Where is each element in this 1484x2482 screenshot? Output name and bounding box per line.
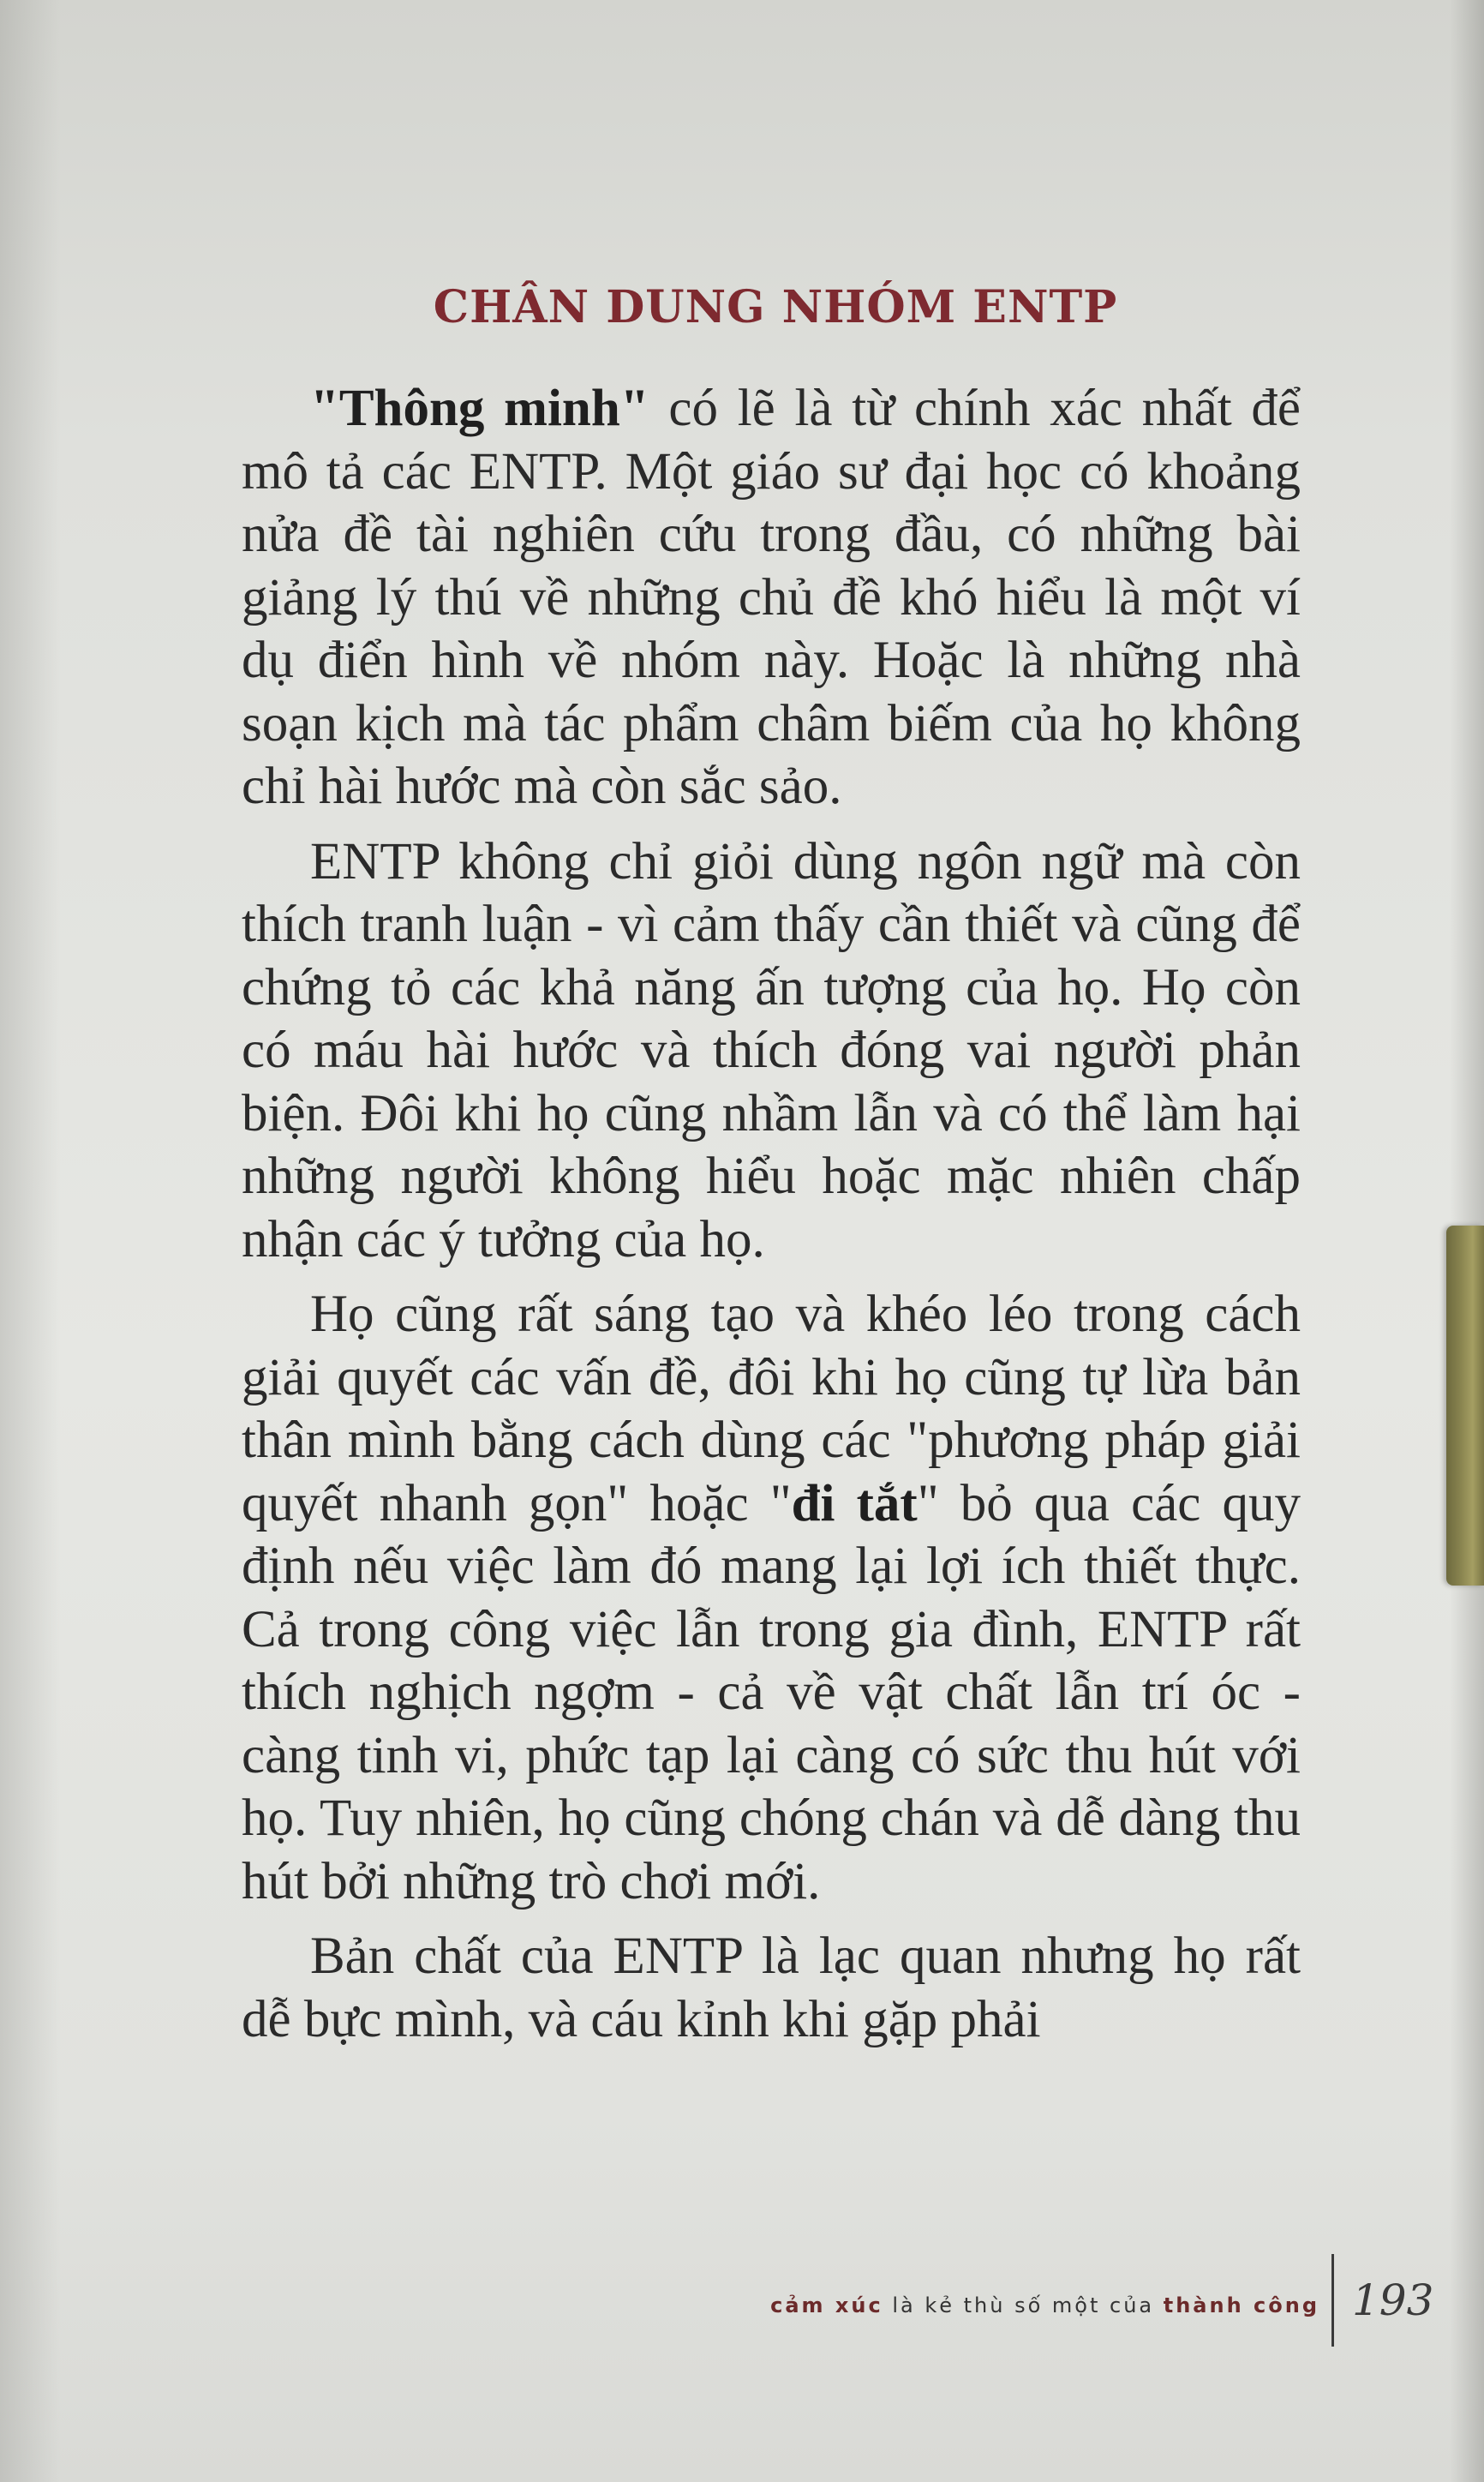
running-footer xyxy=(651,2293,1319,2317)
paragraph-1-lead: "Thông minh" xyxy=(310,380,649,437)
paragraph-1 xyxy=(242,377,1301,818)
body-text xyxy=(242,377,1301,2063)
chapter-title: CHÂN DUNG NHÓM ENTP xyxy=(433,281,1118,333)
paragraph-3-text-b: " bỏ qua các quy định nếu việc làm đó mang lại lợi ích thiết thực. Cả trong công việc lẫn trong gia đình, ENTP rất thích nghịch ngợm - cả về vật chất lẫn trí óc - càng tinh vi, phức tạp lại càng có sức thu hút với họ. Tuy nhiên, họ cũng chóng chán và dễ dàng thu hút bởi những trò chơi mới. xyxy=(242,1474,1301,1910)
footer-word-1: cảm xúc xyxy=(770,2293,883,2317)
footer-word-2: thành công xyxy=(1163,2293,1319,2317)
bookmark-tab xyxy=(1446,1226,1484,1586)
paragraph-2: ENTP không chỉ giỏi dùng ngôn ngữ mà còn thích tranh luận - vì cảm thấy cần thiết và cũng để chứng tỏ các khả năng ấn tượng của họ. Họ còn có máu hài hước và thích đóng vai người phản biện. Đôi khi họ cũng nhầm lẫn và có thể làm hại những người không hiểu hoặc mặc nhiên chấp nhận các ý tưởng của họ. xyxy=(242,832,1301,1268)
footer-middle: là kẻ thù số một của xyxy=(883,2293,1164,2317)
paragraph-3 xyxy=(242,1283,1301,1913)
page-number: 193 xyxy=(1352,2275,1434,2325)
footer-divider xyxy=(1331,2254,1334,2347)
paragraph-3-text-a: Họ cũng rất sáng tạo và khéo léo trong cách giải quyết các vấn đề, đôi khi họ cũng tự lừa bản thân mình bằng cách dùng các "phương pháp giải quyết nhanh gọn" hoặc " xyxy=(242,1286,1301,1532)
paragraph-4: Bản chất của ENTP là lạc quan nhưng họ rất dễ bực mình, và cáu kỉnh khi gặp phải xyxy=(242,1927,1301,2048)
page-gutter-shadow xyxy=(0,0,60,2482)
paragraph-3-bold: đi tắt xyxy=(791,1474,918,1532)
paragraph-1-text: có lẽ là từ chính xác nhất để mô tả các ENTP. Một giáo sư đại học có khoảng nửa đề tài nghiên cứu trong đầu, có những bài giảng lý thú về những chủ đề khó hiểu là một ví dụ điển hình về nhóm này. Hoặc là những nhà soạn kịch mà tác phẩm châm biếm của họ không chỉ hài hước mà còn sắc sảo. xyxy=(242,380,1301,815)
